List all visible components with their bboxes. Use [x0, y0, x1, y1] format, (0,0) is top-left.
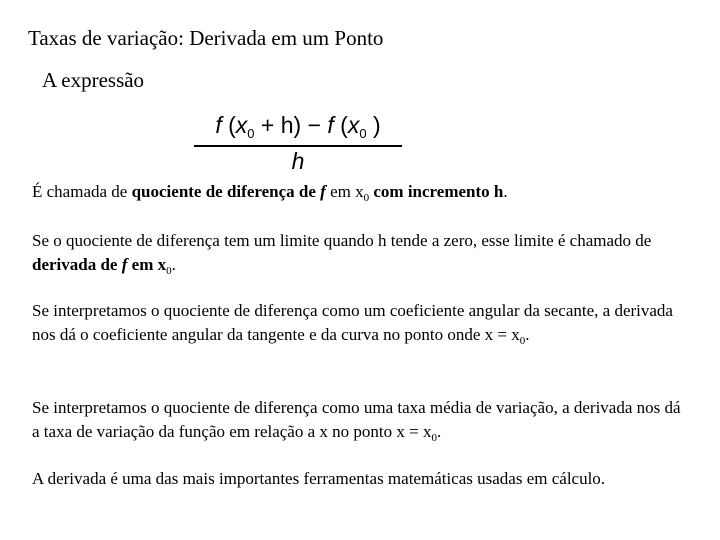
formula-numerator: f $(x_0 + h) - f$ ($x_0$ ) — [215, 112, 381, 141]
paragraph-slope-interpretation: Se interpretamos o quociente de diferença como um coeficiente angular da secante, a derivada nos dá o coeficiente angular da tangente e da curva no ponto onde $x = x_0$. — [32, 301, 673, 347]
paragraph-derivative-limit: Se o quociente de diferença tem um limite quando h tende a zero, esse limite é chamado de derivada de f em $x_0$. — [32, 231, 652, 277]
fraction-bar — [194, 145, 402, 147]
intro-text: A expressão — [42, 68, 145, 92]
paragraph-importance: A derivada é uma das mais importantes ferramentas matemáticas usadas em cálculo. — [32, 469, 606, 488]
formula-denominator: h — [291, 148, 305, 174]
paragraph-definition: É chamada de quociente de diferença de f em $x_0$ com incremento h. — [32, 182, 508, 204]
difference-quotient-formula — [192, 112, 404, 174]
paragraph-rate-interpretation: Se interpretamos o quociente de diferença como uma taxa média de variação, a derivada nos dá a taxa de variação da função em relação a x no ponto $x = x_0$. — [32, 398, 681, 444]
page-title: Taxas de variação: Derivada em um Ponto — [28, 26, 384, 50]
